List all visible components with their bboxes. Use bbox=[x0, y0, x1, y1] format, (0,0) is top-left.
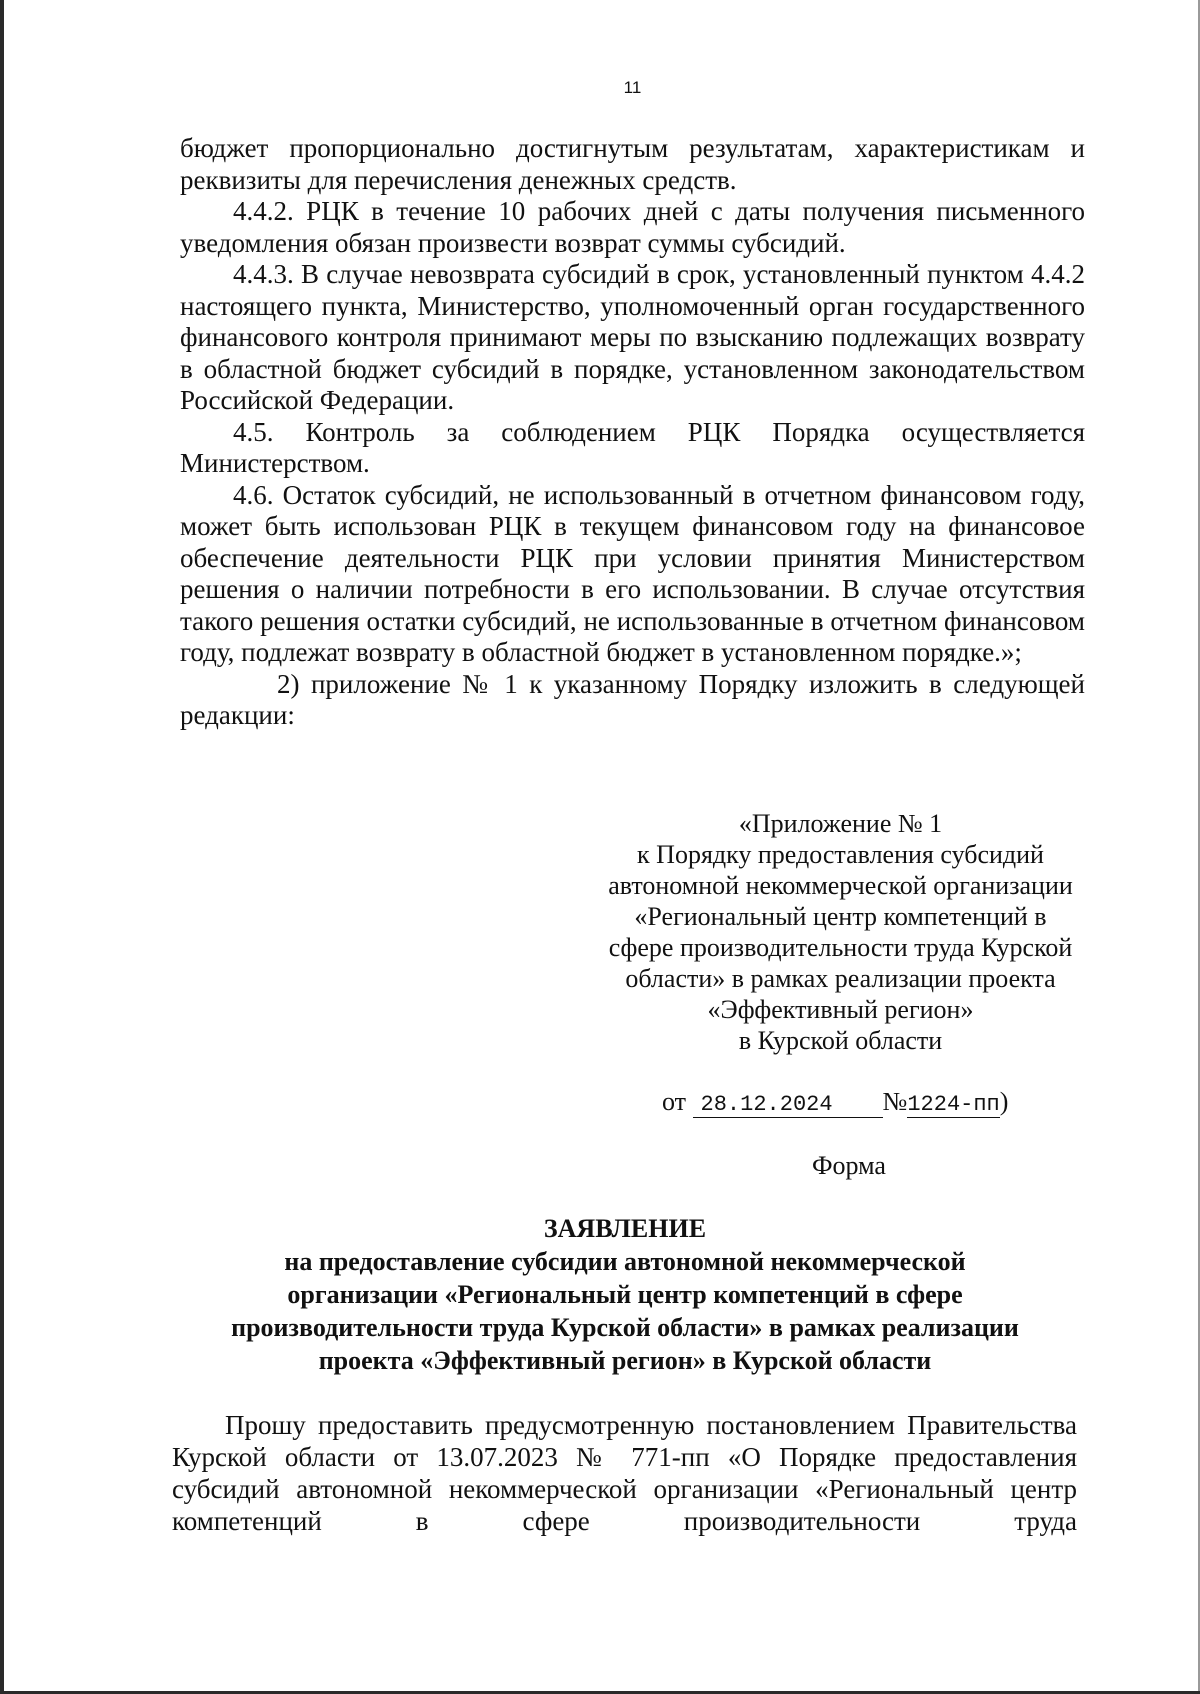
paragraph-4-4-2: 4.4.2. РЦК в течение 10 рабочих дней с даты получения письменного уведомления обязан произвести возврат суммы субсидий. bbox=[180, 196, 1085, 258]
request-text bbox=[172, 1409, 1077, 1537]
date-prefix: от bbox=[662, 1087, 687, 1116]
appendix-line: в Курской области bbox=[738, 1026, 943, 1055]
appendix-date: 28.12.2024 bbox=[693, 1092, 883, 1118]
paragraph-4-5: 4.5. Контроль за соблюдением РЦК Порядка осуществляется Министерством. bbox=[180, 416, 1085, 478]
form-label: Форма bbox=[812, 1151, 886, 1180]
body-text bbox=[180, 133, 1085, 732]
paragraph-item-2: 2) приложение № 1 к указанному Порядку изложить в следующей редакции: bbox=[180, 668, 1085, 730]
appendix-line: к Порядку предоставления субсидий bbox=[637, 840, 1044, 869]
appendix-header bbox=[583, 808, 1098, 1056]
title-line: производительности труда Курской области» в рамках реализации bbox=[231, 1313, 1019, 1342]
title-line: на предоставление субсидии автономной некоммерческой bbox=[284, 1247, 966, 1276]
appendix-date-line bbox=[662, 1087, 1008, 1118]
title-line: проекта «Эффективный регион» в Курской области bbox=[318, 1346, 932, 1375]
scan-edge-left bbox=[0, 0, 4, 1694]
appendix-line: автономной некоммерческой организации bbox=[608, 871, 1073, 900]
title-heading: ЗАЯВЛЕНИЕ bbox=[543, 1214, 707, 1243]
paragraph-4-4-3: 4.4.3. В случае невозврата субсидий в срок, установленный пунктом 4.4.2 настоящего пункта, Министерство, уполномоченный орган государственного финансового контроля принимают меры по взысканию подлежащих возврату в областной бюджет субсидий в порядке, установленном законодательством Российской Федерации. bbox=[180, 259, 1085, 415]
appendix-line: «Приложение № 1 bbox=[738, 809, 943, 838]
number-suffix: ) bbox=[999, 1087, 1009, 1116]
document-title bbox=[150, 1212, 1100, 1377]
appendix-line: сфере производительности труда Курской bbox=[608, 933, 1073, 962]
appendix-number: 1224-пп bbox=[907, 1092, 1000, 1117]
page-number: 11 bbox=[623, 78, 642, 97]
number-prefix: № bbox=[882, 1087, 908, 1116]
paragraph-4-6: 4.6. Остаток субсидий, не использованный в отчетном финансовом году, может быть использован РЦК в текущем финансовом году на финансовое обеспечение деятельности РЦК при условии принятия Министерством решения о наличии потребности в его использовании. В случае отсутствия такого решения остатки субсидий, не использованные в отчетном финансовом году, подлежат возврату в областной бюджет в установленном порядке.»; bbox=[180, 479, 1085, 667]
title-line: организации «Региональный центр компетенций в сфере bbox=[287, 1280, 963, 1309]
paragraph-continuation: бюджет пропорционально достигнутым результатам, характеристикам и реквизиты для перечисления денежных средств. bbox=[180, 133, 1085, 195]
appendix-line: «Региональный центр компетенций в bbox=[634, 902, 1047, 931]
appendix-line: «Эффективный регион» bbox=[707, 995, 974, 1024]
appendix-line: области» в рамках реализации проекта bbox=[625, 964, 1056, 993]
request-paragraph: Прошу предоставить предусмотренную постановлением Правительства Курской области от 13.07.2023 № 771-пп «О Порядке предоставления субсидий автономной некоммерческой организации «Региональный центр компетенций в сфере производительности труда bbox=[172, 1410, 1077, 1536]
